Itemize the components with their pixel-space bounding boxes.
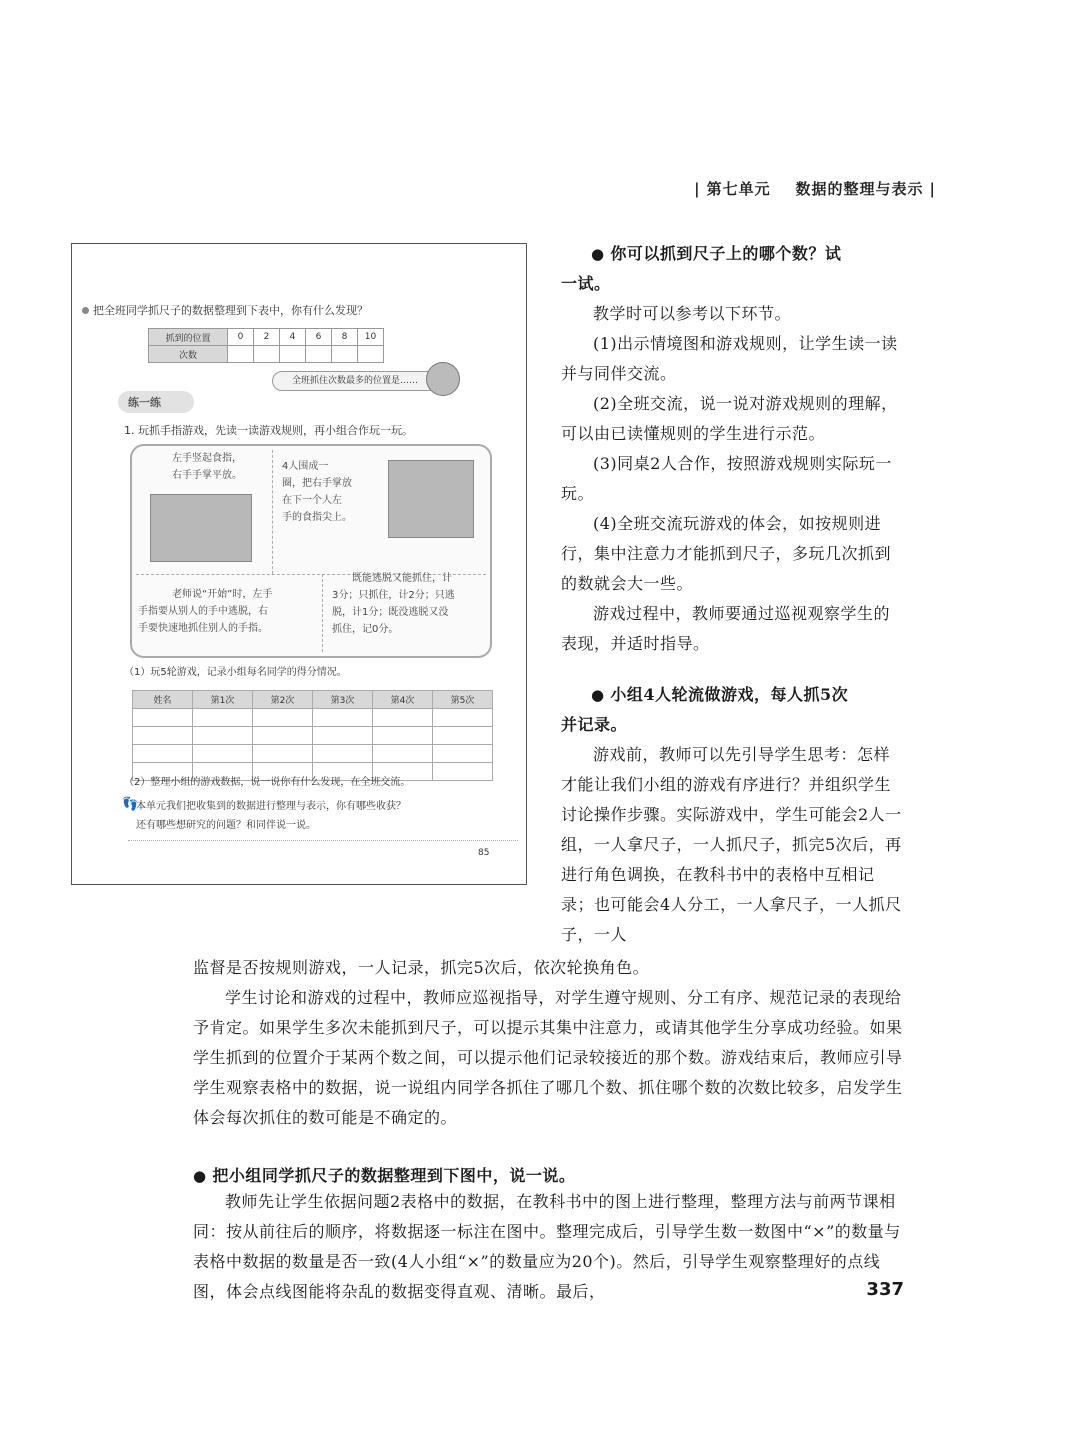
speech-bubble: 全班抓住次数最多的位置是…… — [272, 371, 438, 391]
practice-label: 练一练 — [128, 396, 161, 409]
paragraph: 游戏前，教师可以先引导学生思考：怎样才能让我们小组的游戏有序进行？并组织学生讨论操作步骤。实际游戏中，学生可能会2人一组，一人拿尺子，一人抓尺子，抓完5次后，再进行角色调换，在教科书中的表格中互相记录；也可能会4人分工，一人拿尺子，一人抓尺子，一人 — [561, 745, 902, 944]
chapter-unit: 第七单元 — [706, 180, 771, 198]
rule-2: 4人围成一 圈，把右手掌放 在下一个人左 手的食指尖上。 — [282, 461, 352, 523]
group-photo — [388, 460, 474, 538]
game-rules-panel — [130, 444, 492, 658]
student-photo — [150, 494, 252, 562]
paragraph: 教师先让学生依据问题2表格中的数据，在教科书中的图上进行整理，整理方法与前两节课相同：按从前往后的顺序，将数据逐一标注在图中。整理完成后，引导学生数一数图中“×”的数量与表格中数据的数量是否一致(4人小组“×”的数量应为20个)。然后，引导学生观察整理好的点线图，体会点线图能将杂乱的数据变得直观、清晰。最后， — [193, 1192, 901, 1301]
table-header: 第2次 — [253, 691, 313, 709]
paragraph: 学生讨论和游戏的过程中，教师应巡视指导，对学生遵守规则、分工有序、规范记录的表现给予肯定。如果学生多次未能抓到尺子，可以提示其集中注意力，或请其他学生分享成功经验。如果学生抓到的位置介于某两个数之间，可以提示他们记录较接近的那个数。游戏结束后，教师应引导学生观察表格中的数据，说一说组内同学各抓住了哪几个数、抓住哪个数的次数比较多，启发学生体会每次抓住的数可能是不确定的。 — [193, 988, 903, 1127]
table-row — [133, 745, 493, 763]
table-cell: 6 — [306, 329, 332, 346]
table-head-count: 次数 — [149, 346, 228, 363]
rule-3: 老师说“开始”时，左手 手指要从别人的手中逃脱，右 手要快速地抓住别人的手指。 — [138, 589, 273, 634]
task-2: （2）整理小组的游戏数据，说一说你有什么发现，在全班交流。 — [124, 777, 411, 788]
table-cell: 0 — [228, 329, 254, 346]
table-header: 第3次 — [313, 691, 373, 709]
page-number: 337 — [866, 1279, 904, 1300]
table-header: 第4次 — [373, 691, 433, 709]
rule-4: 既能逃脱又能抓住，计 3分；只抓住，计2分；只逃 脱，计1分；既没逃脱又没 抓住，记0分。 — [332, 573, 455, 635]
table-cell: 8 — [332, 329, 358, 346]
table-row — [133, 709, 493, 727]
paragraph: 游戏过程中，教师要通过巡视观察学生的表现，并适时指导。 — [561, 604, 891, 653]
divider — [128, 840, 518, 841]
girl-cartoon-icon — [426, 362, 460, 396]
inset-page-number: 85 — [478, 848, 490, 858]
chapter-header: | 第七单元 数据的整理与表示 | — [694, 180, 936, 198]
table-head-position: 抓到的位置 — [149, 329, 228, 346]
paragraph: (4)全班交流玩游戏的体会，如按规则进行，集中注意力才能抓到尺子，多玩几次抓到的数就会大一些。 — [561, 514, 892, 593]
footprint-icon: 👣 — [122, 797, 139, 812]
right-column — [561, 239, 903, 659]
section-3-title: ● 把小组同学抓尺子的数据整理到下图中，说一说。 — [193, 1161, 903, 1191]
summary-prompt: 本单元我们把收集到的数据进行整理与表示，你有哪些收获？ 还有哪些想研究的问题？和同伴说一说。 — [136, 801, 406, 831]
position-table — [148, 328, 384, 363]
paragraph: (3)同桌2人合作，按照游戏规则实际玩一玩。 — [561, 454, 892, 503]
exercise-1: 1. 玩抓手指游戏，先读一读游戏规则，再小组合作玩一玩。 — [124, 424, 413, 437]
table-cell: 4 — [280, 329, 306, 346]
table-cell: 2 — [254, 329, 280, 346]
score-table — [132, 690, 493, 781]
section-1-title: ● 你可以抓到尺子上的哪个数？试 一试。 — [561, 239, 903, 299]
paragraph: 监督是否按规则游戏，一人记录，抓完5次后，依次轮换角色。 — [193, 958, 650, 977]
table-header: 姓名 — [133, 691, 193, 709]
task-1: （1）玩5轮游戏，记录小组每名同学的得分情况。 — [124, 667, 347, 678]
table-header: 第5次 — [433, 691, 493, 709]
chapter-topic: 数据的整理与表示 — [795, 180, 924, 198]
table-cell: 10 — [358, 329, 384, 346]
paragraph: 教学时可以参考以下环节。 — [593, 304, 792, 323]
section-2-title: ● 小组4人轮流做游戏，每人抓5次 并记录。 — [561, 680, 903, 740]
paragraph: (1)出示情境图和游戏规则，让学生读一读并与同伴交流。 — [561, 334, 898, 383]
textbook-page-image — [71, 243, 527, 885]
table-row — [133, 727, 493, 745]
paragraph: (2)全班交流，说一说对游戏规则的理解，可以由已读懂规则的学生进行示范。 — [561, 394, 898, 443]
table-header: 第1次 — [193, 691, 253, 709]
inset-question: 把全班同学抓尺子的数据整理到下表中，你有什么发现？ — [82, 302, 368, 318]
rule-1: 左手竖起食指， 右手手掌平放。 — [172, 453, 242, 481]
